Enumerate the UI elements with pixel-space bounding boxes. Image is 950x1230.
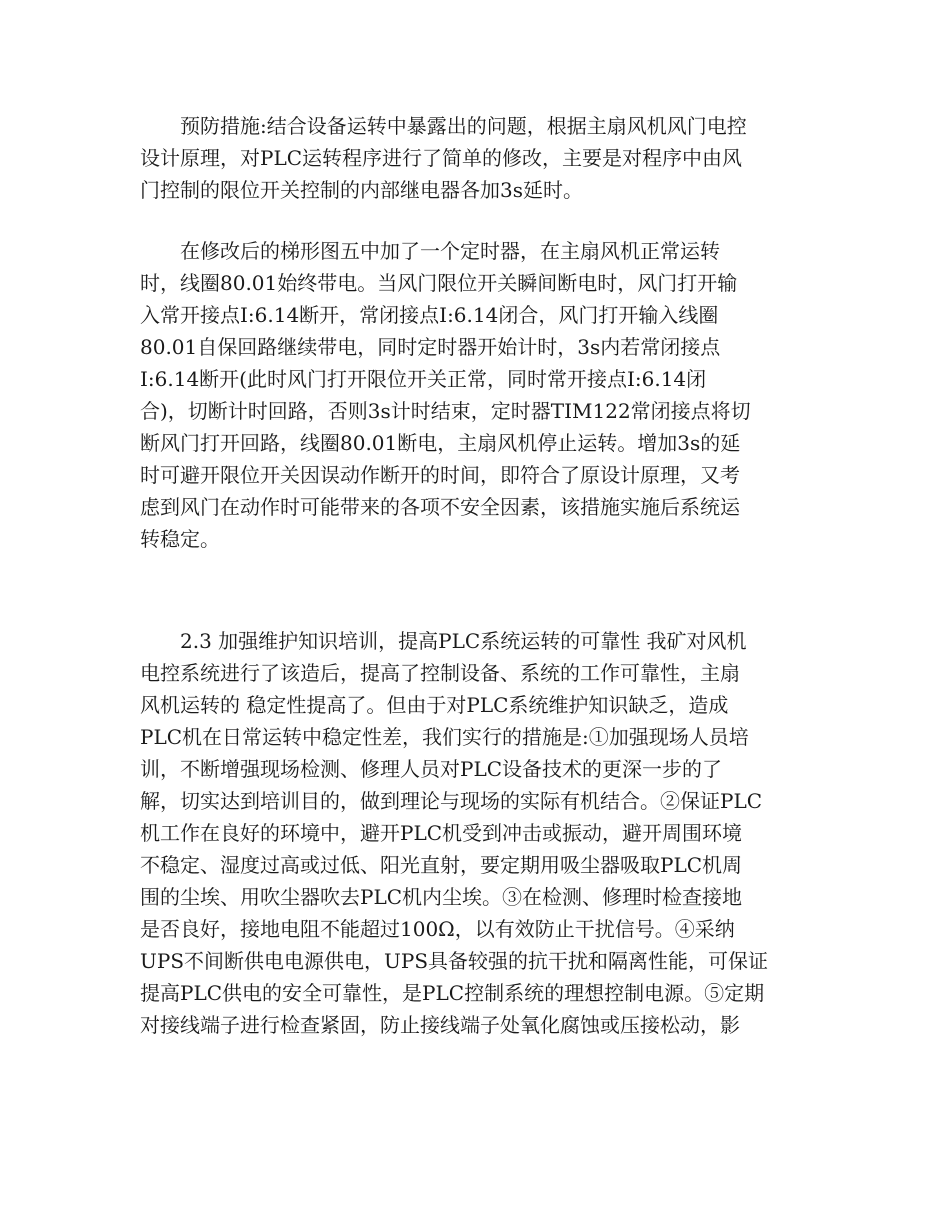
paragraph-ladder-diagram-timer bbox=[140, 235, 820, 555]
text-line: 合)，切断计时回路，否则3s计时结束，定时器TIM122常闭接点将切 bbox=[140, 399, 751, 423]
paragraph-maintenance-training bbox=[140, 625, 820, 1041]
text-line: 2.3 加强维护知识培训，提高PLC系统运转的可靠性 我矿对风机 bbox=[140, 629, 747, 653]
text-line: 不稳定、湿度过高或过低、阳光直射，要定期用吸尘器吸取PLC机周 bbox=[140, 853, 743, 877]
text-line: 在修改后的梯形图五中加了一个定时器，在主扇风机正常运转 bbox=[140, 239, 720, 263]
text-line: 风机运转的 稳定性提高了。但由于对PLC系统维护知识缺乏，造成 bbox=[140, 693, 729, 717]
text-line: 虑到风门在动作时可能带来的各项不安全因素，该措施实施后系统运 bbox=[140, 495, 740, 519]
text-line: 预防措施:结合设备运转中暴露出的问题，根据主扇风机风门电控 bbox=[140, 114, 747, 138]
text-line: I:6.14断开(此时风门打开限位开关正常，同时常开接点I:6.14闭 bbox=[140, 367, 707, 391]
text-line: UPS不间断供电电源供电，UPS具备较强的抗干扰和隔离性能，可保证 bbox=[140, 949, 769, 973]
text-line: 围的尘埃、用吹尘器吹去PLC机内尘埃。③在检测、修理时检查接地 bbox=[140, 885, 743, 909]
text-line: 是否良好，接地电阻不能超过100Ω，以有效防止干扰信号。④采纳 bbox=[140, 917, 735, 941]
text-line: 时，线圈80.01始终带电。当风门限位开关瞬间断电时，风门打开输 bbox=[140, 271, 738, 295]
text-line: 断风门打开回路，线圈80.01断电，主扇风机停止运转。增加3s的延 bbox=[140, 431, 741, 455]
text-line: 时可避开限位开关因误动作断开的时间，即符合了原设计原理，又考 bbox=[140, 463, 740, 487]
text-line: 训，不断增强现场检测、修理人员对PLC设备技术的更深一步的了 bbox=[140, 757, 723, 781]
text-line: 提高PLC供电的安全可靠性，是PLC控制系统的理想控制电源。⑤定期 bbox=[140, 981, 765, 1005]
text-line: PLC机在日常运转中稳定性差，我们实行的措施是:①加强现场人员培 bbox=[140, 725, 749, 749]
text-line: 对接线端子进行检查紧固，防止接线端子处氧化腐蚀或压接松动，影 bbox=[140, 1013, 740, 1037]
text-line: 解，切实达到培训目的，做到理论与现场的实际有机结合。②保证PLC bbox=[140, 789, 763, 813]
text-line: 80.01自保回路继续带电，同时定时器开始计时，3s内若常闭接点 bbox=[140, 335, 721, 359]
text-line: 转稳定。 bbox=[140, 527, 220, 551]
text-line: 电控系统进行了该造后，提高了控制设备、系统的工作可靠性，主扇 bbox=[140, 661, 740, 685]
text-line: 入常开接点I:6.14断开，常闭接点I:6.14闭合，风门打开输入线圈 bbox=[140, 303, 719, 327]
text-line: 门控制的限位开关控制的内部继电器各加3s延时。 bbox=[140, 178, 583, 202]
text-line: 机工作在良好的环境中，避开PLC机受到冲击或振动，避开周围环境 bbox=[140, 821, 743, 845]
text-line: 设计原理，对PLC运转程序进行了简单的修改，主要是对程序中由风 bbox=[140, 146, 743, 170]
paragraph-preventive-measures bbox=[140, 110, 820, 206]
